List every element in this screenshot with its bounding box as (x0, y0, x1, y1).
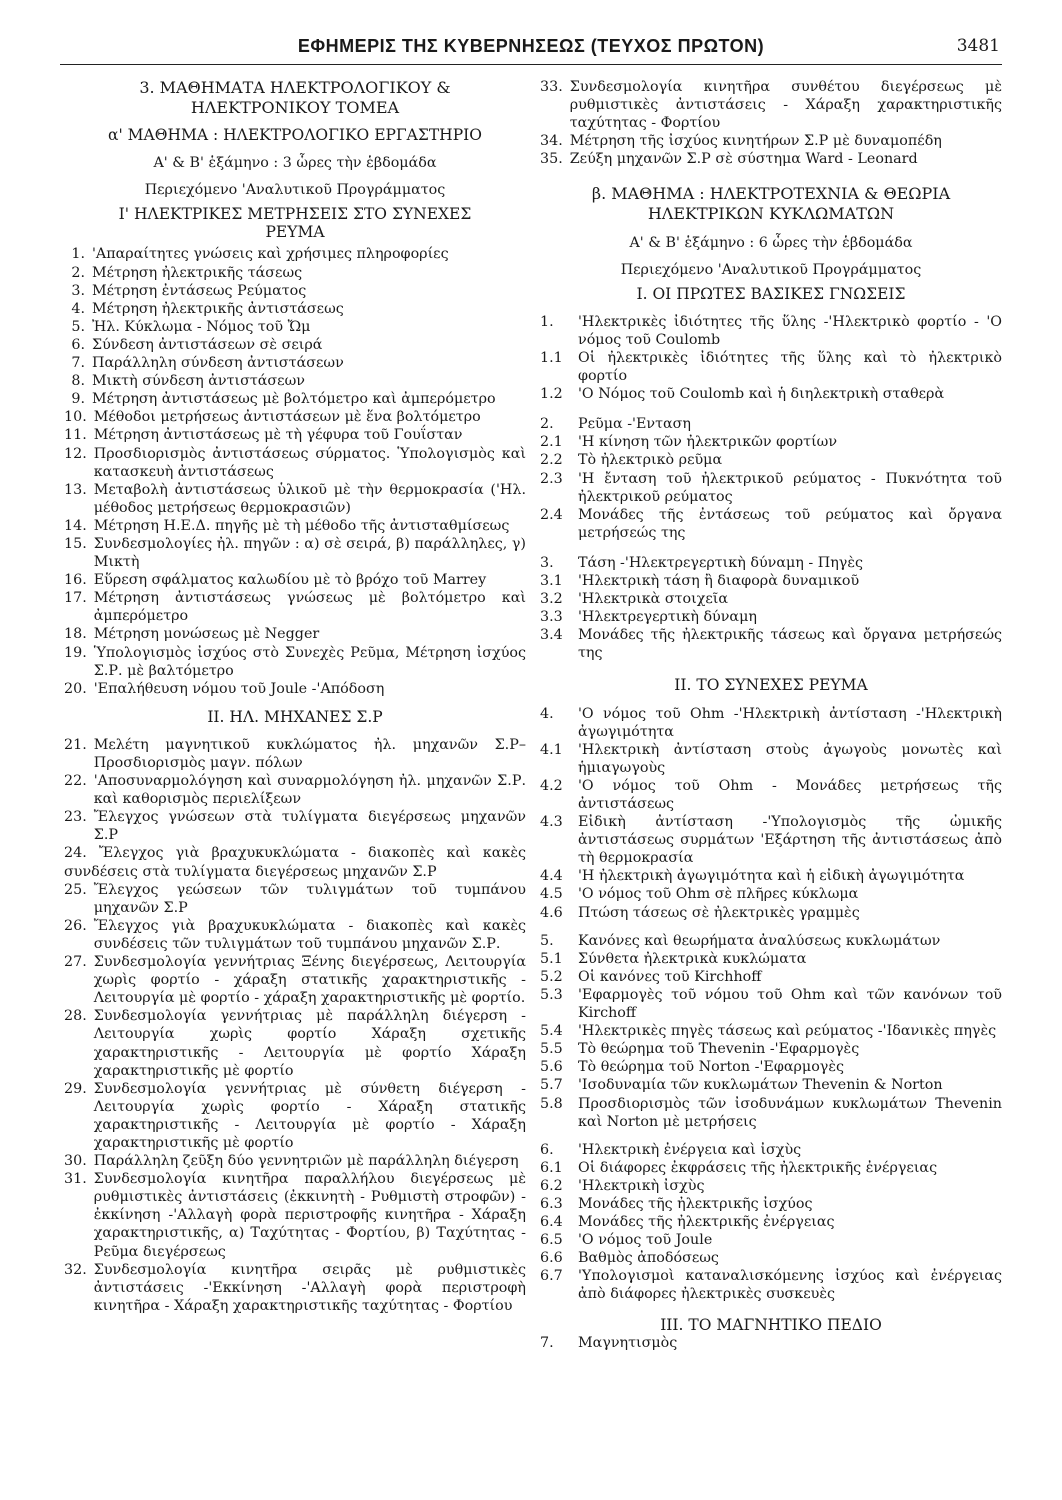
part-heading: ΙΙΙ. ΤΟ ΜΑΓΝΗΤΙΚΟ ΠΕΔΙΟ (660, 1315, 882, 1334)
list-item (64, 481, 526, 517)
item-text: Μικτὴ σύνδεση ἀντιστάσεων (92, 373, 305, 390)
item-number: 3. (540, 554, 554, 571)
list-item (64, 390, 526, 408)
list-item (540, 506, 1002, 542)
item-text: Συνδεσμολογία γεννήτριας Ξένης διεγέρσεως, Λειτουργία χωρὶς φορτίο - χάραξη στατικῆς χαρακτηριστικῆς - Λειτουργία μὲ φορτίο - χάραξη χαρακτηριστικῆς μὲ φορτίο. (93, 954, 526, 1007)
list-item (64, 245, 526, 263)
item-text: Ἠλ. Κύκλωμα - Νόμος τοῦ Ὤμ (92, 318, 311, 335)
item-text: Ρεῦμα -'Ενταση (578, 416, 691, 433)
item-number: 1. (71, 246, 85, 263)
item-text: Μέτρηση ἀντιστάσεως μὲ τὴ γέφυρα τοῦ Γουΐσταν (93, 427, 463, 444)
item-text: Συνδεσμολογία κινητῆρα σειρᾶς μὲ ρυθμιστικὲς ἀντιστάσεις -'Εκκίνηση -'Αλλαγὴ φορὰ περιστροφὴ κινητῆρα - Χάραξη χαρακτηριστικῆς ταχύτητας - Φορτίου (93, 1261, 526, 1314)
list-item (540, 904, 1002, 922)
list-item (64, 1261, 526, 1315)
list-item (540, 777, 1002, 813)
item-text: Τὸ θεώρημα τοῦ Thevenin -'Εφαρμογὲς (578, 1041, 860, 1058)
item-number: 17. (64, 590, 87, 607)
item-text: Συνδεσμολογίες ἠλ. πηγῶν : α) σὲ σειρά, β) παράλληλες, γ) Μικτὴ (93, 535, 526, 571)
list-item (540, 451, 1002, 469)
item-number: 4.2 (540, 777, 563, 794)
item-number: 12. (64, 445, 87, 462)
list-item (540, 626, 1002, 662)
list-item (540, 132, 1002, 150)
item-text: 'Ηλεκτρικὴ ἐνέργεια καὶ ἰσχὺς (578, 1141, 802, 1158)
item-text: Οἱ ἠλεκτρικὲς ἰδιότητες τῆς ὕλης καὶ τὸ ἠλεκτρικὸ φορτίο (578, 349, 1002, 385)
list-item (540, 1058, 1002, 1076)
item-number: 2.1 (540, 434, 563, 451)
right-column (540, 78, 1002, 1352)
item-number: 18. (64, 626, 87, 643)
item-text: Εὕρεση σφάλματος καλωδίου μὲ τὸ βρόχο τοῦ Marrey (93, 572, 487, 589)
list-item (64, 426, 526, 444)
item-list (540, 1141, 1002, 1304)
item-number: 2.3 (540, 470, 563, 487)
item-text: Μαγνητισμὸς (578, 1334, 678, 1351)
part-heading: Ι. ΟΙ ΠΡΩΤΕΣ ΒΑΣΙΚΕΣ ΓΝΩΣΕΙΣ (636, 284, 906, 303)
list-item (540, 415, 1002, 433)
list-item (540, 608, 1002, 626)
list-item (64, 772, 526, 808)
item-text: Μέθοδοι μετρήσεως ἀντιστάσεων μὲ ἕνα βολτόμετρο (93, 409, 481, 426)
item-number: 25. (64, 881, 87, 898)
item-text: 'Ηλεκτρικὴ ἰσχὺς (578, 1177, 705, 1194)
item-number: 10. (64, 409, 87, 426)
list-item (540, 1213, 1002, 1231)
list-item (540, 1267, 1002, 1303)
item-text: Μέτρηση τῆς ἰσχύος κινητήρων Σ.Ρ μὲ δυναμοπέδη (569, 133, 942, 150)
item-number: 4. (71, 300, 85, 317)
list-item (540, 885, 1002, 903)
item-number: 7. (540, 1334, 554, 1351)
item-number: 3.1 (540, 572, 563, 589)
list-item (540, 1159, 1002, 1177)
item-number: 6.5 (540, 1232, 563, 1249)
item-text: 'Η ἔνταση τοῦ ἠλεκτρικοῦ ρεύματος - Πυκνότητα τοῦ ἠλεκτρικοῦ ρεύματος (578, 470, 1002, 505)
page-number: 3481 (956, 36, 1000, 56)
course-title: α' ΜΑΘΗΜΑ : ΗΛΕΚΤΡΟΛΟΓΙΚΟ ΕΡΓΑΣΤΗΡΙΟ (108, 126, 482, 144)
item-number: 5.6 (540, 1059, 563, 1076)
item-list (540, 554, 1002, 663)
list-item-wide: 24. Ἔλεγχος γιὰ βραχυκυκλώματα - διακοπὲς καὶ κακὲς συνδέσεις στὰ τυλίγματα διεγέρσεως μηχανῶν Σ.Ρ (64, 845, 526, 880)
list-item (540, 554, 1002, 572)
item-text: Κανόνες καὶ θεωρήματα ἀναλύσεως κυκλωμάτων (578, 932, 941, 949)
item-number: 1. (540, 313, 554, 330)
item-list (540, 78, 1002, 168)
item-text: Προσδιορισμὸς ἀντιστάσεως σύρματος. Ὑπολογισμὸς καὶ κατασκευὴ ἀντιστάσεως (93, 445, 526, 480)
item-text: 'Ισοδυναμία τῶν κυκλωμάτων Thevenin & Norton (578, 1077, 943, 1094)
item-number: 6.1 (540, 1159, 563, 1176)
item-number: 35. (540, 151, 563, 168)
course-hours: Α' & Β' ἑξάμηνο : 6 ὧρες τὴν ἑβδομάδα (629, 235, 913, 252)
list-item (64, 1080, 526, 1152)
item-text: Ἔλεγχος γνώσεων στὰ τυλίγματα διεγέρσεως μηχανῶν Σ.Ρ (93, 809, 526, 844)
course-title: β. ΜΑΘΗΜΑ : ΗΛΕΚΤΡΟΤΕΧΝΙΑ & ΘΕΩΡΙΑ ΗΛΕΚΤΡΙΚΩΝ ΚΥΚΛΩΜΑΤΩΝ (591, 184, 951, 224)
list-item (540, 349, 1002, 385)
item-number: 16. (64, 572, 87, 589)
item-number: 5.5 (540, 1041, 563, 1058)
item-list (64, 881, 526, 1315)
part-heading: Ι' ΗΛΕΚΤΡΙΚΕΣ ΜΕΤΡΗΣΕΙΣ ΣΤΟ ΣΥΝΕΧΕΣ ΡΕΥΜΑ (118, 205, 472, 242)
list-item (540, 968, 1002, 986)
item-text: 'Απαραίτητες γνώσεις καὶ χρήσιμες πληροφορίες (92, 246, 449, 263)
item-number: 21. (64, 736, 87, 753)
item-number: 4.3 (540, 814, 563, 831)
item-text: 'Ο νόμος τοῦ Ohm -'Ηλεκτρικὴ ἀντίσταση -'Ηλεκτρικὴ ἀγωγιμότητα (578, 705, 1002, 740)
list-item (64, 535, 526, 571)
item-number: 4.1 (540, 741, 563, 758)
item-text: Τάση -'Ηλεκτρεγερτικὴ δύναμη - Πηγὲς (578, 554, 864, 571)
item-text: 'Εφαρμογὲς τοῦ νόμου τοῦ Ohm καὶ τῶν κανόνων τοῦ Kirchoff (578, 986, 1002, 1022)
item-text: Παράλληλη ζεῦξη δύο γεννητριῶν μὲ παράλληλη διέγερση (93, 1153, 519, 1170)
item-number: 5. (71, 318, 85, 335)
item-text: 'Η κίνηση τῶν ἠλεκτρικῶν φορτίων (578, 434, 838, 451)
item-number: 5.4 (540, 1023, 563, 1040)
item-text: 'Υπολογισμοὶ καταναλισκόμενης ἰσχύος καὶ ἐνέργειας ἀπὸ διάφορες ἠλεκτρικὲς συσκευὲς (578, 1268, 1002, 1303)
list-item (64, 264, 526, 282)
item-text: Μέτρηση ἀντιστάσεως γνώσεως μὲ βολτόμετρο καὶ ἀμπερόμετρο (93, 590, 526, 625)
item-number: 5.7 (540, 1077, 563, 1094)
item-text: 'Η ἠλεκτρικὴ ἀγωγιμότητα καὶ ἡ εἰδικὴ ἀγωγιμότητα (578, 868, 965, 885)
item-number: 19. (64, 644, 87, 661)
item-number: 2.4 (540, 506, 563, 523)
item-text: Μέτρηση ἐντάσεως Ρεύματος (92, 282, 307, 299)
item-number: 7. (71, 355, 85, 372)
content-heading: Περιεχόμενο 'Αναλυτικοῦ Προγράμματος (620, 261, 922, 278)
list-item (64, 1152, 526, 1170)
item-number: 6.4 (540, 1214, 563, 1231)
item-number: 4.5 (540, 886, 563, 903)
list-item (64, 282, 526, 300)
item-number: 3. (71, 282, 85, 299)
item-number: 9. (71, 391, 85, 408)
list-item (540, 470, 1002, 506)
item-text: Τὸ ἠλεκτρικὸ ρεῦμα (578, 452, 723, 469)
list-item (540, 385, 1002, 403)
item-text: Ἔλεγχος γεώσεων τῶν τυλιγμάτων τοῦ τυμπάνου μηχανῶν Σ.Ρ (93, 881, 526, 916)
item-number: 26. (64, 917, 87, 934)
item-text: Μελέτη μαγνητικοῦ κυκλώματος ἠλ. μηχανῶν Σ.Ρ– Προσδιορισμὸς μαγν. πόλων (93, 736, 526, 771)
item-text: Ἔλεγχος γιὰ βραχυκυκλώματα - διακοπὲς καὶ κακὲς συνδέσεις τῶν τυλιγμάτων τοῦ τυμπάνου μηχανῶν Σ.Ρ. (93, 917, 526, 952)
item-text: Οἱ κανόνες τοῦ Kirchhoff (578, 968, 762, 985)
item-number: 4.6 (540, 904, 563, 921)
item-text: Μεταβολὴ ἀντιστάσεως ὑλικοῦ μὲ τὴν θερμοκρασία ('Ηλ. μέθοδος μετρήσεως θερμοκρασιῶν) (93, 481, 526, 516)
item-text: Μέτρηση ἀντιστάσεως μὲ βολτόμετρο καὶ ἀμπερόμετρο (92, 391, 496, 408)
item-text: 'Αποσυναρμολόγηση καὶ συναρμολόγηση ἠλ. μηχανῶν Σ.Ρ. καὶ καθορισμὸς περιελίξεων (93, 773, 526, 808)
list-item (540, 1231, 1002, 1249)
item-text: 'Ο νόμος τοῦ Joule (578, 1232, 713, 1249)
item-number: 1.2 (540, 386, 563, 403)
item-number: 2. (540, 416, 554, 433)
item-text: Σύνδεση ἀντιστάσεων σὲ σειρά (92, 336, 323, 353)
list-item (64, 808, 526, 844)
item-text: 'Ηλεκτρεγερτικὴ δύναμη (578, 609, 757, 626)
item-text: Εἰδικὴ ἀντίσταση -'Υπολογισμὸς τῆς ὠμικῆς ἀντιστάσεως συρμάτων 'Εξάρτηση τῆς ἀντιστάσεως ἀπὸ τὴ θερμοκρασία (578, 814, 1002, 867)
item-number: 2. (71, 264, 85, 281)
course-hours: Α' & Β' ἑξάμηνο : 3 ὧρες τὴν ἑβδομάδα (153, 155, 437, 172)
item-text: Σύνθετα ἠλεκτρικὰ κυκλώματα (578, 950, 807, 967)
item-text: Ζεύξη μηχανῶν Σ.Ρ σὲ σύστημα Ward - Leonard (569, 151, 918, 168)
item-number: 33. (540, 79, 563, 95)
list-item (64, 300, 526, 318)
item-number: 2.2 (540, 452, 563, 469)
list-item (540, 932, 1002, 950)
list-item (540, 1076, 1002, 1094)
item-text: Μέτρηση Η.Ε.Δ. πηγῆς μὲ τὴ μέθοδο τῆς ἀντισταθμίσεως (93, 517, 510, 534)
item-number: 6.6 (540, 1250, 563, 1267)
list-item (64, 625, 526, 643)
item-number: 29. (64, 1080, 87, 1097)
list-item (540, 150, 1002, 168)
item-number: 31. (64, 1171, 87, 1188)
item-text: Ὑπολογισμὸς ἰσχύος στὸ Συνεχὲς Ρεῦμα, Μέτρηση ἰσχύος Σ.Ρ. μὲ βαλτόμετρο (93, 644, 526, 679)
item-number: 34. (540, 133, 563, 150)
item-number: 5.1 (540, 950, 563, 967)
item-number: 28. (64, 1008, 87, 1025)
item-text: Συνδεσμολογία κινητῆρα συνθέτου διεγέρσεως μὲ ρυθμιστικὲς ἀντιστάσεις - Χάραξη χαρακτηριστικῆς ταχύτητας - Φορτίου (569, 79, 1002, 132)
item-number: 5.3 (540, 986, 563, 1003)
item-number: 15. (64, 535, 87, 552)
list-item (64, 736, 526, 772)
list-item (64, 408, 526, 426)
item-text: Μέτρηση ἠλεκτρικῆς τάσεως (92, 264, 303, 281)
item-number: 13. (64, 481, 87, 498)
item-number: 6. (540, 1141, 554, 1158)
list-item (540, 78, 1002, 132)
item-list (540, 932, 1002, 1131)
list-item (540, 950, 1002, 968)
item-number: 30. (64, 1153, 87, 1170)
item-number: 6.7 (540, 1268, 563, 1285)
item-text: Προσδιορισμὸς τῶν ἰσοδυνάμων κυκλωμάτων Thevenin καὶ Norton μὲ μετρήσεις (578, 1095, 1002, 1130)
list-item (540, 1141, 1002, 1159)
list-item (540, 1334, 1002, 1352)
list-item (64, 571, 526, 589)
item-number: 4. (540, 705, 554, 722)
item-number: 11. (64, 427, 87, 444)
item-text: Μέτρηση μονώσεως μὲ Negger (93, 626, 320, 643)
list-item (64, 354, 526, 372)
list-item (540, 813, 1002, 867)
item-text: Μονάδες τῆς ἐντάσεως τοῦ ρεύματος καὶ ὄργανα μετρήσεώς της (578, 506, 1002, 541)
item-number: 8. (71, 373, 85, 390)
item-text: Συνδεσμολογία γεννήτριας μὲ παράλληλη διέγερση - Λειτουργία χωρὶς φορτίο Χάραξη σχετικῆς χαρακτηριστικῆς - Λειτουργία μὲ φορτίο Χάραξη χαρακτηριστικῆς μὲ φορτίο (93, 1008, 526, 1079)
item-text: 'Ηλεκτρικὲς πηγὲς τάσεως καὶ ρεύματος -'Ιδανικὲς πηγὲς (578, 1023, 997, 1040)
item-text: 'Επαλήθευση νόμου τοῦ Joule -'Απόδοση (93, 680, 385, 697)
list-item (540, 867, 1002, 885)
left-column (64, 78, 526, 1315)
list-item (64, 953, 526, 1007)
item-text: Μονάδες τῆς ἠλεκτρικῆς τάσεως καὶ ὄργανα μετρήσεώς της (578, 627, 1002, 662)
list-item (64, 372, 526, 390)
list-item (64, 336, 526, 354)
item-list (540, 313, 1002, 403)
list-item (540, 1040, 1002, 1058)
item-list (540, 415, 1002, 542)
item-text: Συνδεσμολογία κινητῆρα παραλλήλου διεγέρσεως μὲ ρυθμιστικὲς ἀντιστάσεις (ἐκκινητὴ - Ρυθμιστὴ στροφῶν) - ἐκκίνηση -'Αλλαγὴ φορὰ περιστροφῆς κινητῆρα - Χάραξη χαρακτηριστικῆς, α) Ταχύτητας - Φορτίου, β) Ταχύτητας - Ρεῦμα διεγέρσεως (93, 1171, 526, 1260)
list-item (540, 1095, 1002, 1131)
part-heading: ΙΙ. ΤΟ ΣΥΝΕΧΕΣ ΡΕΥΜΑ (674, 676, 868, 695)
list-item (64, 517, 526, 535)
list-item (540, 1022, 1002, 1040)
list-item (64, 589, 526, 625)
list-item (64, 1007, 526, 1079)
item-text: Συνδεσμολογία γεννήτριας μὲ σύνθετη διέγερση - Λειτουργία χωρὶς φορτίο - Χάραξη στατικῆς χαρακτηριστικῆς - Λειτουργία μὲ φορτίο - Χάραξη χαρακτηριστικῆς μὲ φορτίο (93, 1080, 526, 1151)
item-list (64, 736, 526, 845)
item-number: 6.2 (540, 1177, 563, 1194)
item-number: 1.1 (540, 349, 563, 366)
item-number: 6.3 (540, 1195, 563, 1212)
item-text: Μονάδες τῆς ἠλεκτρικῆς ἐνέργειας (578, 1214, 835, 1231)
item-number: 22. (64, 773, 87, 790)
item-number: 5. (540, 932, 554, 949)
list-item (540, 313, 1002, 349)
item-number: 32. (64, 1261, 87, 1278)
item-number: 23. (64, 809, 87, 826)
item-number: 20. (64, 680, 87, 697)
item-list (540, 705, 1002, 922)
item-text: Βαθμὸς ἀποδόσεως (578, 1250, 719, 1267)
item-text: 'Ο Νόμος τοῦ Coulomb καὶ ἡ διηλεκτρικὴ σταθερὰ (578, 386, 945, 403)
list-item (540, 741, 1002, 777)
item-number: 6. (71, 336, 85, 353)
list-item (64, 881, 526, 917)
item-text: 'Ο νόμος τοῦ Ohm - Μονάδες μετρήσεως τῆς ἀντιστάσεως (578, 777, 1002, 812)
item-text: 'Ηλεκτρικὴ ἀντίσταση στοὺς ἀγωγοὺς μονωτὲς καὶ ἡμιαγωγοὺς (578, 741, 1002, 776)
list-item (540, 590, 1002, 608)
item-number: 5.2 (540, 968, 563, 985)
list-item (540, 1177, 1002, 1195)
item-text: Οἱ διάφορες ἐκφράσεις τῆς ἠλεκτρικῆς ἐνέργειας (578, 1159, 938, 1176)
item-text: Τὸ θεώρημα τοῦ Norton -'Εφαρμογὲς (578, 1059, 845, 1076)
list-item (540, 433, 1002, 451)
item-number: 3.3 (540, 609, 563, 626)
list-item (540, 1249, 1002, 1267)
list-item (540, 572, 1002, 590)
list-item (540, 705, 1002, 741)
item-number: 5.8 (540, 1095, 563, 1112)
page-header (60, 34, 1002, 65)
list-item (64, 644, 526, 680)
list-item (540, 986, 1002, 1022)
gazette-title: ΕΦΗΜΕΡΙΣ ΤΗΣ ΚΥΒΕΡΝΗΣΕΩΣ (ΤΕΥΧΟΣ ΠΡΩΤΟΝ) (297, 36, 765, 56)
list-item (64, 318, 526, 336)
part-heading: ΙΙ. ΗΛ. ΜΗΧΑΝΕΣ Σ.Ρ (207, 707, 383, 726)
item-text: 'Ηλεκτρικὴ τάση ἢ διαφορὰ δυναμικοῦ (578, 572, 860, 589)
list-item (64, 917, 526, 953)
item-number: 27. (64, 954, 87, 971)
item-list (540, 1334, 1002, 1352)
list-item (64, 680, 526, 698)
item-text: 'Ηλεκτρικὰ στοιχεῖα (578, 591, 729, 608)
item-number: 4.4 (540, 868, 563, 885)
item-text: Μονάδες τῆς ἠλεκτρικῆς ἰσχύος (578, 1195, 813, 1212)
item-number: 3.4 (540, 627, 563, 644)
item-text: 'Ο νόμος τοῦ Ohm σὲ πλῆρες κύκλωμα (578, 886, 859, 903)
item-text: Μέτρηση ἠλεκτρικῆς ἀντιστάσεως (92, 300, 344, 317)
item-text: Πτώση τάσεως σὲ ἠλεκτρικὲς γραμμὲς (578, 904, 860, 921)
item-number: 3.2 (540, 591, 563, 608)
item-number: 14. (64, 517, 87, 534)
section-title: 3. ΜΑΘΗΜΑΤΑ ΗΛΕΚΤΡΟΛΟΓΙΚΟΥ & ΗΛΕΚΤΡΟΝΙΚΟΥ ΤΟΜΕΑ (139, 78, 451, 117)
item-text: Παράλληλη σύνδεση ἀντιστάσεων (92, 355, 344, 372)
list-item (64, 1170, 526, 1260)
item-text: 'Ηλεκτρικὲς ἰδιότητες τῆς ὕλης -'Ηλεκτρικὸ φορτίο - 'Ο νόμος τοῦ Coulomb (578, 313, 1002, 348)
item-list (64, 245, 526, 697)
content-heading: Περιεχόμενο 'Αναλυτικοῦ Προγράμματος (144, 182, 446, 199)
list-item (64, 445, 526, 481)
list-item (540, 1195, 1002, 1213)
